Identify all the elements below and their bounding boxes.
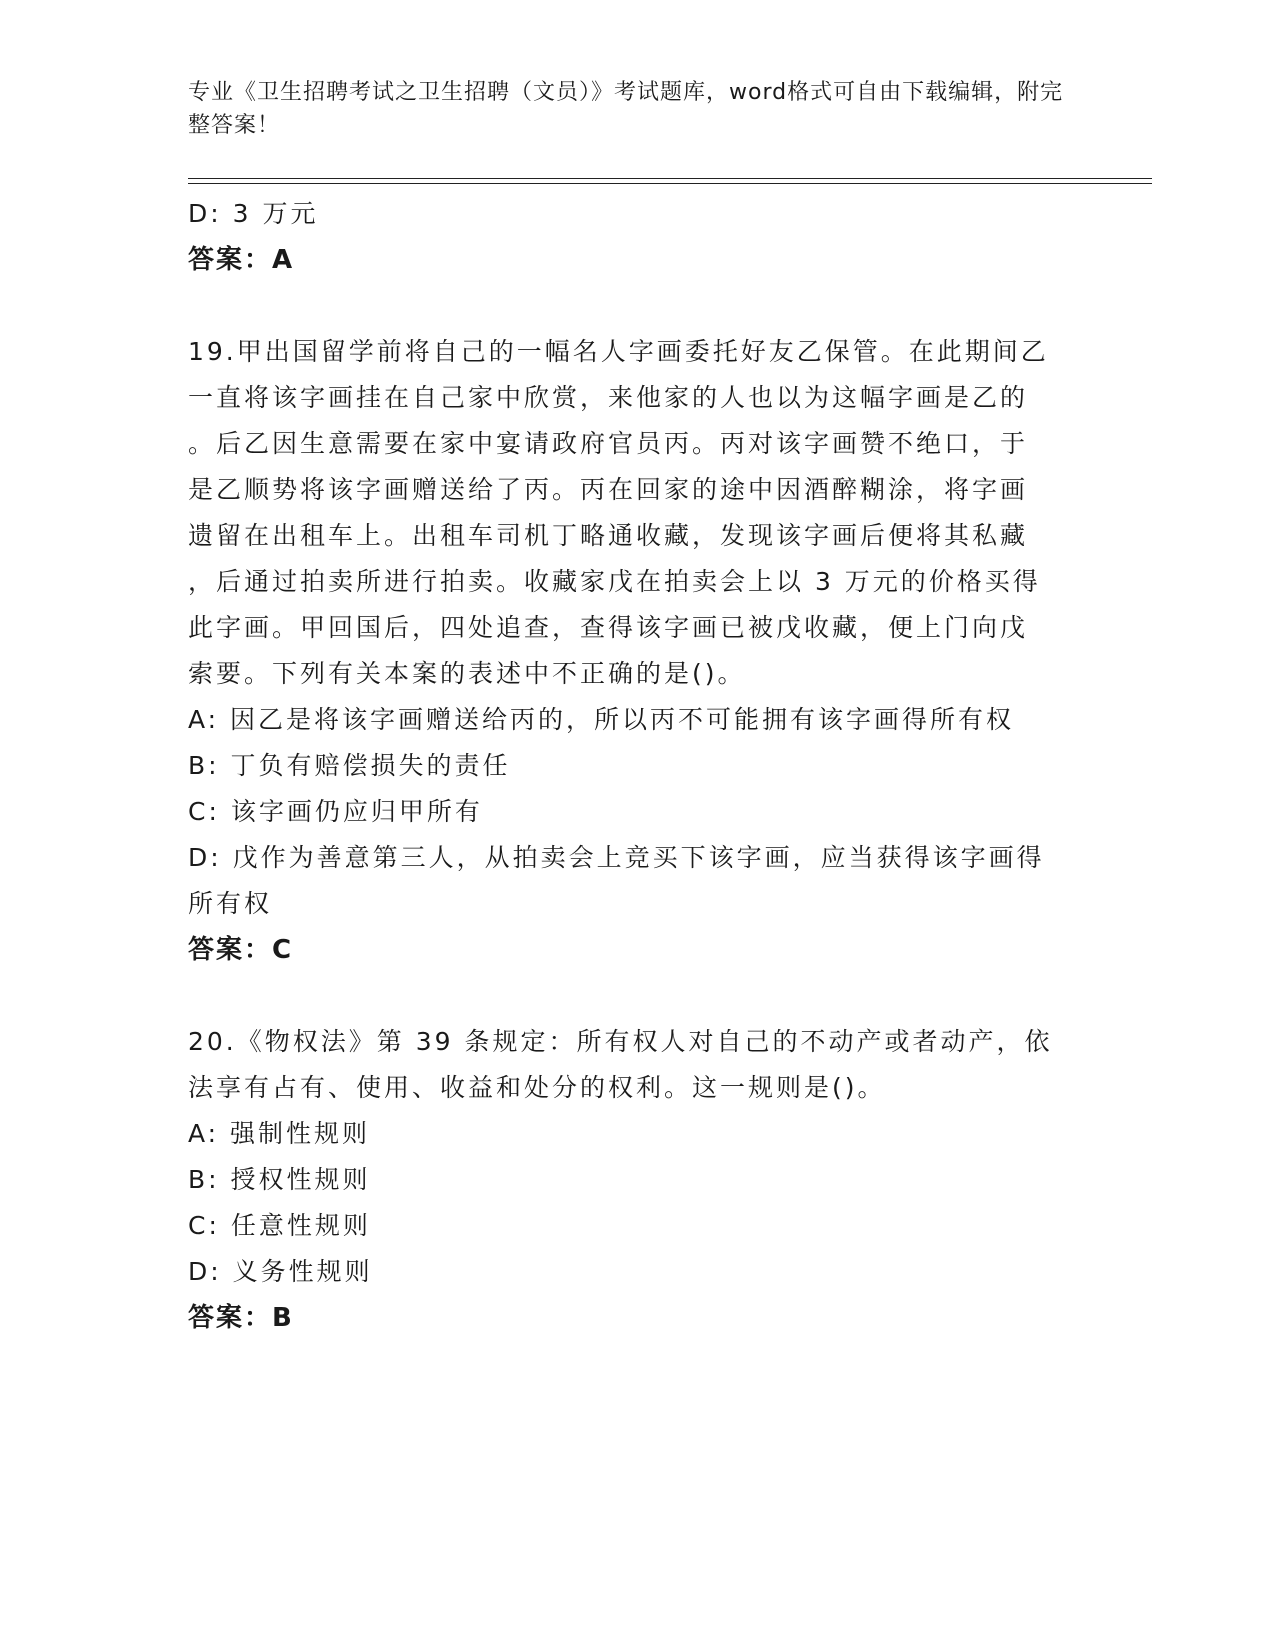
option-d: D: 义务性规则 [188, 1257, 373, 1286]
option-b: B: 丁负有赔偿损失的责任 [188, 751, 511, 780]
document-body [188, 191, 1088, 1341]
page-header [188, 76, 1068, 142]
question-line: 是乙顺势将该字画赠送给了丙。丙在回家的途中因酒醉糊涂，将字画 [188, 475, 1029, 504]
header-text: 专业《卫生招聘考试之卫生招聘（文员）》考试题库，word格式可自由下载编辑，附完整答案！ [188, 80, 1064, 138]
spacer [188, 973, 1088, 1019]
header-divider-bottom [188, 183, 1152, 184]
spacer [188, 283, 1088, 329]
option-c: C: 该字画仍应归甲所有 [188, 797, 483, 826]
question-line: 。后乙因生意需要在家中宴请政府官员丙。丙对该字画赞不绝口，于 [188, 429, 1029, 458]
header-divider-top [188, 178, 1152, 179]
question-line: 一直将该字画挂在自己家中欣赏，来他家的人也以为这幅字画是乙的 [188, 383, 1029, 412]
question-line: 法享有占有、使用、收益和处分的权利。这一规则是()。 [188, 1073, 886, 1102]
question-19 [188, 329, 1088, 973]
previous-question-tail [188, 191, 1088, 283]
option-a: A: 因乙是将该字画赠送给丙的，所以丙不可能拥有该字画得所有权 [188, 705, 1015, 734]
option-d: D: 3 万元 [188, 199, 319, 228]
question-line: 19.甲出国留学前将自己的一幅名人字画委托好友乙保管。在此期间乙 [188, 337, 1049, 366]
question-line: 遗留在出租车上。出租车司机丁略通收藏，发现该字画后便将其私藏 [188, 521, 1029, 550]
question-line: ，后通过拍卖所进行拍卖。收藏家戊在拍卖会上以 3 万元的价格买得 [188, 567, 1041, 596]
option-c: C: 任意性规则 [188, 1211, 371, 1240]
option-a: A: 强制性规则 [188, 1119, 371, 1148]
option-b: B: 授权性规则 [188, 1165, 371, 1194]
option-d-continued: 所有权 [188, 889, 273, 918]
question-20 [188, 1019, 1088, 1341]
answer-label: 答案：A [188, 245, 295, 275]
question-line: 索要。下列有关本案的表述中不正确的是()。 [188, 659, 746, 688]
question-line: 此字画。甲回国后，四处追查，查得该字画已被戊收藏，便上门向戊 [188, 613, 1029, 642]
answer-label: 答案：C [188, 935, 294, 965]
question-line: 20.《物权法》第 39 条规定：所有权人对自己的不动产或者动产，依 [188, 1027, 1053, 1056]
option-d: D: 戊作为善意第三人，从拍卖会上竞买下该字画，应当获得该字画得 [188, 843, 1045, 872]
answer-label: 答案：B [188, 1303, 294, 1333]
